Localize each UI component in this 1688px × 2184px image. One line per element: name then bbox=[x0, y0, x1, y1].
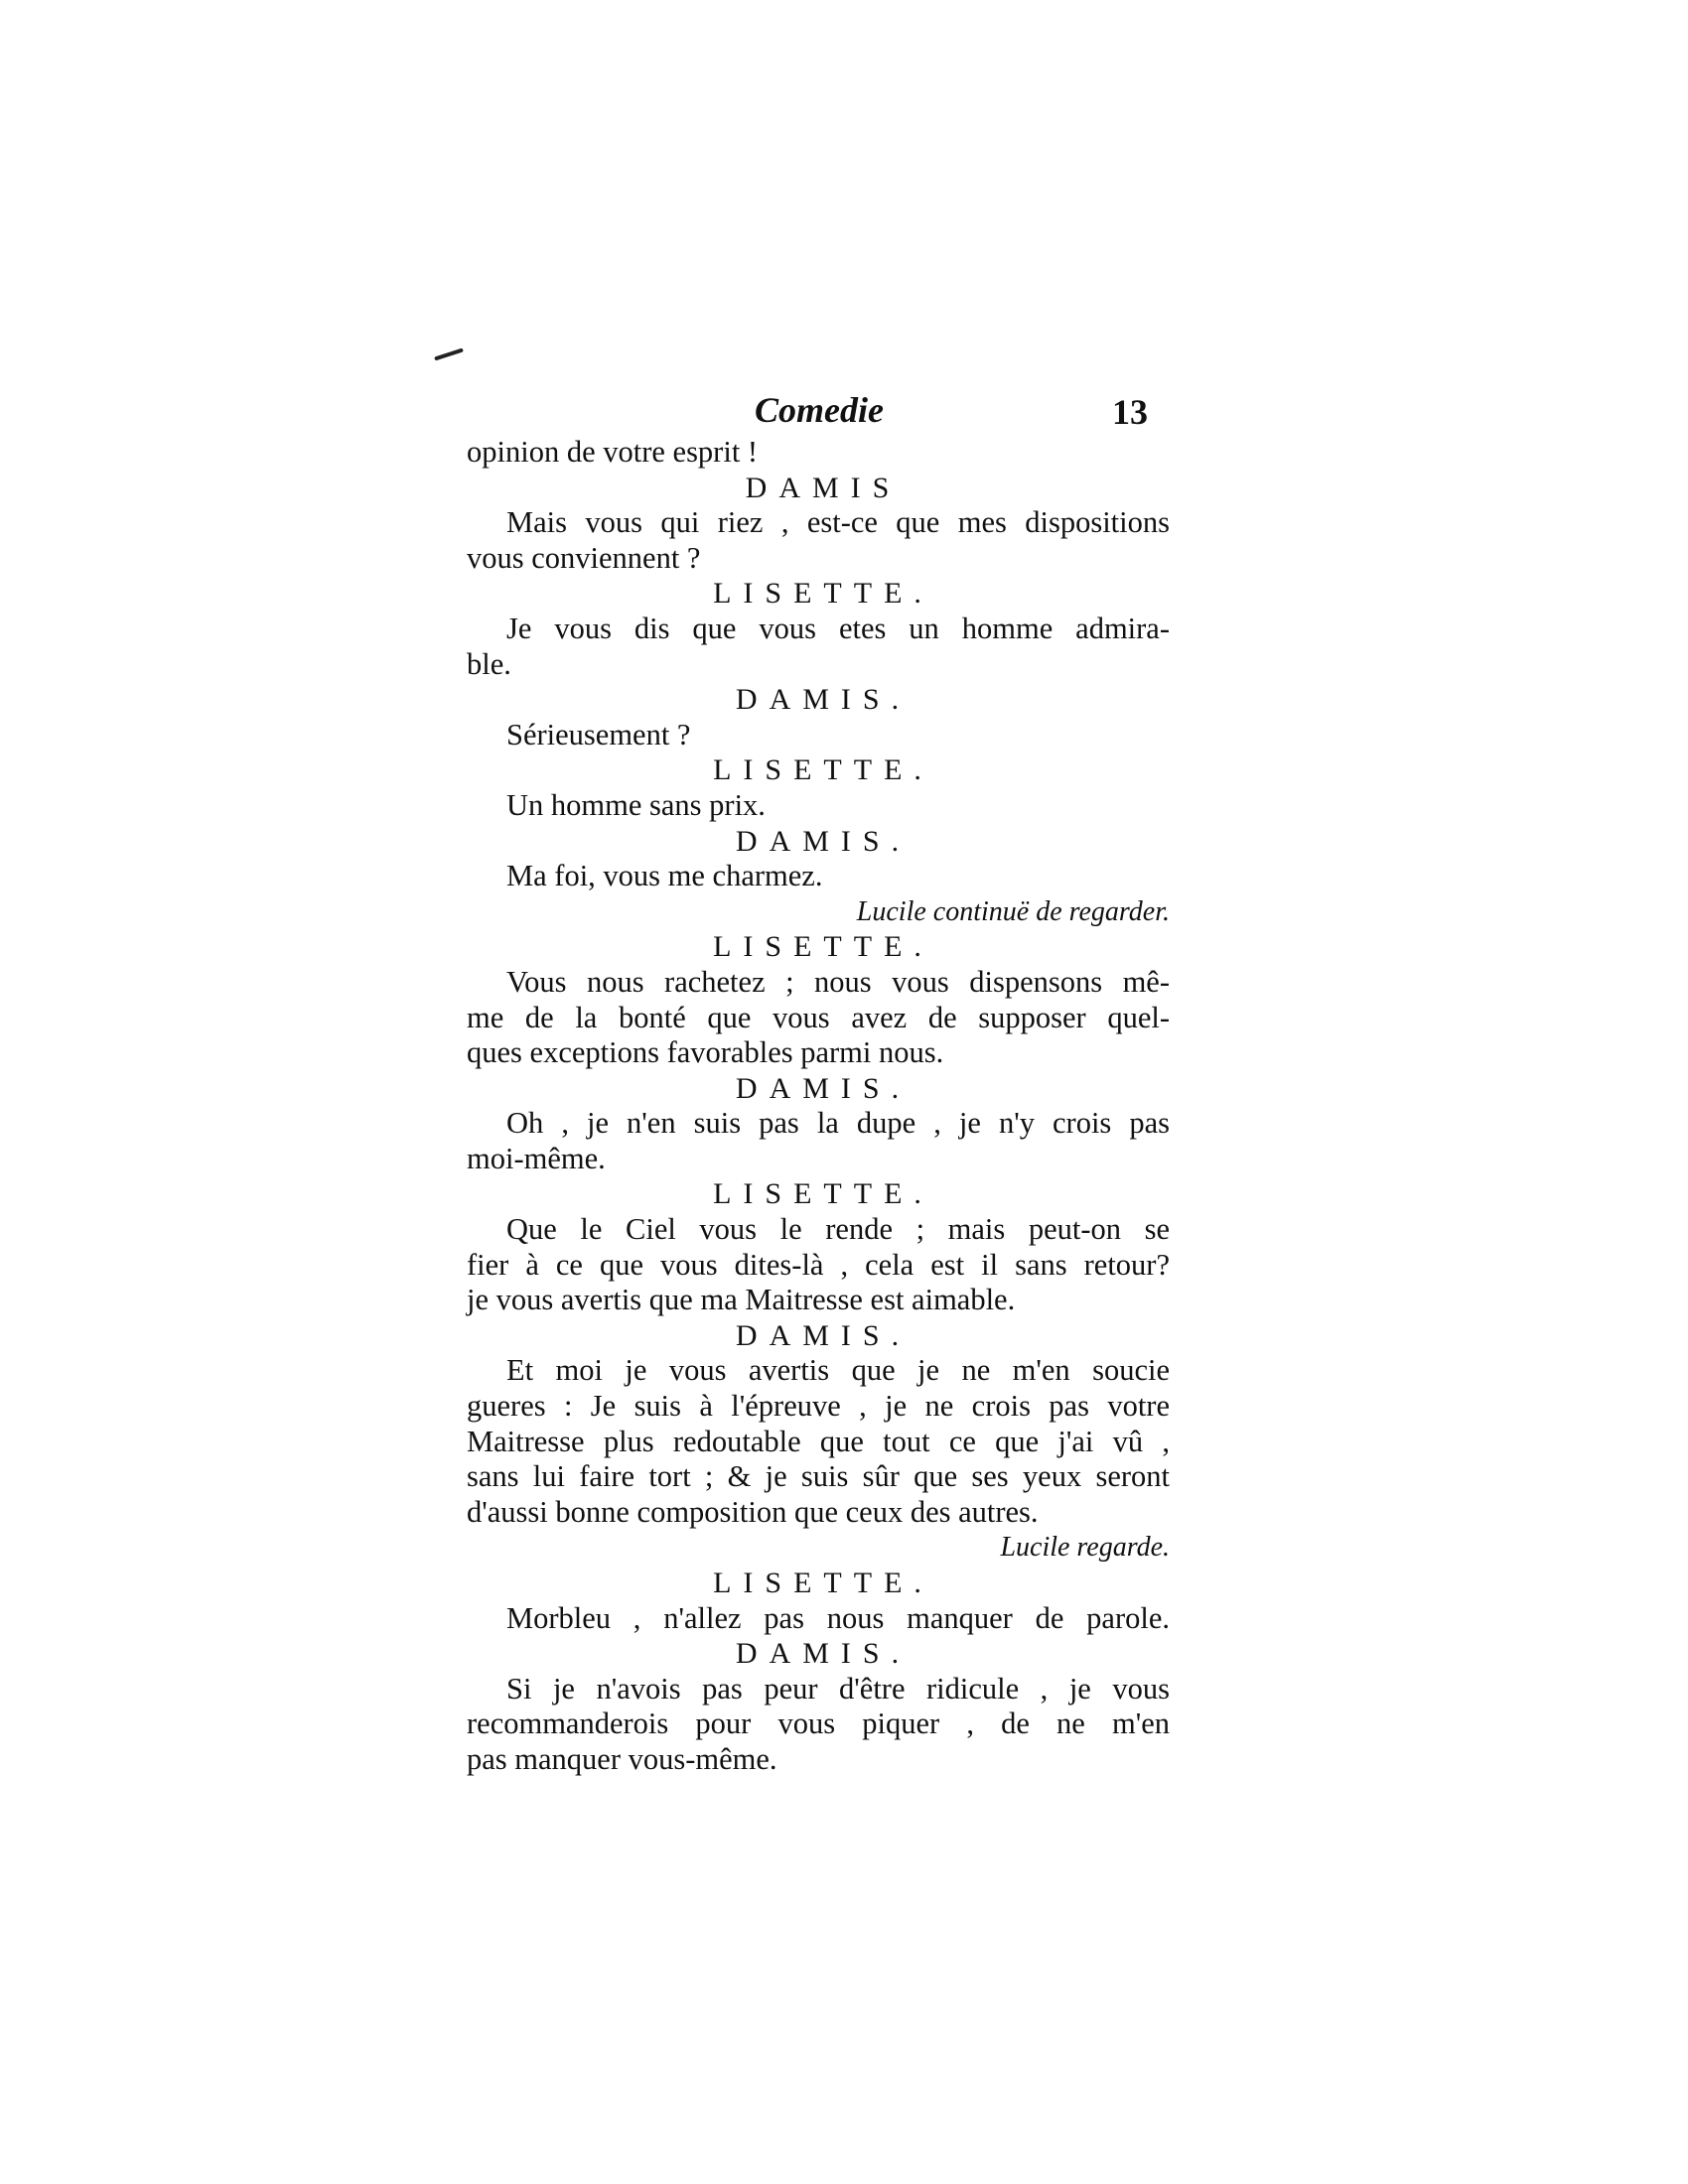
dialogue-line: Ma foi, vous me charmez. bbox=[506, 859, 823, 893]
dialogue-line: vous conviennent ? bbox=[467, 540, 701, 575]
dialogue-line: Maitresse plus redoutable que tout ce que j'ai vû , bbox=[467, 1424, 1170, 1458]
speaker-name: DAMIS. bbox=[735, 1318, 912, 1352]
dialogue-line: Vous nous rachetez ; nous vous dispensons mê- bbox=[506, 964, 1170, 999]
dialogue-line: ble. bbox=[467, 646, 511, 681]
dialogue-line: Un homme sans prix. bbox=[506, 787, 766, 822]
speaker-name: DAMIS. bbox=[735, 824, 912, 858]
dialogue-line: Sérieusement ? bbox=[506, 717, 691, 751]
speaker-name: DAMIS. bbox=[735, 683, 912, 717]
speaker-name: LISETTE. bbox=[713, 1177, 933, 1211]
dialogue-line: recommanderois pour vous piquer , de ne m'en bbox=[467, 1706, 1170, 1741]
page-number: 13 bbox=[1112, 392, 1148, 432]
dialogue-line: Oh , je n'en suis pas la dupe , je n'y crois pas bbox=[506, 1106, 1170, 1141]
speaker-name: LISETTE. bbox=[713, 753, 933, 787]
speaker-name: LISETTE. bbox=[713, 930, 933, 964]
dialogue-line: fier à ce que vous dites-là , cela est il sans retour? bbox=[467, 1247, 1170, 1282]
dialogue-line: Je vous dis que vous etes un homme admira- bbox=[506, 611, 1170, 645]
dialogue-line: me de la bonté que vous avez de supposer quel- bbox=[467, 1000, 1170, 1034]
dialogue-line: je vous avertis que ma Maitresse est aimable. bbox=[467, 1283, 1016, 1317]
page-header bbox=[467, 389, 1162, 439]
dialogue-line: Et moi je vous avertis que je ne m'en soucie bbox=[506, 1353, 1170, 1388]
dialogue-line: moi-même. bbox=[467, 1141, 606, 1175]
dialogue-line: pas manquer vous-même. bbox=[467, 1741, 777, 1776]
speaker-name: DAMIS. bbox=[735, 1071, 912, 1105]
stage-direction: Lucile regarde. bbox=[1000, 1532, 1170, 1564]
dialogue-line: ques exceptions favorables parmi nous. bbox=[467, 1035, 944, 1070]
speaker-name: LISETTE. bbox=[713, 577, 933, 611]
dialogue-line: Si je n'avois pas peur d'être ridicule , je vous bbox=[506, 1671, 1170, 1706]
dialogue-line: opinion de votre esprit ! bbox=[467, 435, 759, 469]
dialogue-line: Que le Ciel vous le rende ; mais peut-on se bbox=[506, 1212, 1170, 1247]
speaker-name: LISETTE. bbox=[713, 1567, 933, 1599]
speaker-name: DAMIS. bbox=[735, 1637, 912, 1671]
dialogue-line: gueres : Je suis à l'épreuve , je ne crois pas votre bbox=[467, 1389, 1170, 1424]
dialogue-line: d'aussi bonne composition que ceux des autres. bbox=[467, 1494, 1039, 1529]
dialogue-line: Mais vous qui riez , est-ce que mes dispositions bbox=[506, 505, 1170, 540]
stage-direction: Lucile continuë de regarder. bbox=[856, 895, 1170, 927]
dialogue-text bbox=[467, 435, 1170, 1778]
running-title: Comedie bbox=[755, 390, 884, 430]
ink-mark bbox=[434, 347, 464, 360]
dialogue-line: Morbleu , n'allez pas nous manquer de parole. bbox=[506, 1600, 1170, 1635]
dialogue-line: sans lui faire tort ; & je suis sûr que ses yeux seront bbox=[467, 1459, 1170, 1494]
speaker-name: DAMIS bbox=[745, 471, 902, 504]
